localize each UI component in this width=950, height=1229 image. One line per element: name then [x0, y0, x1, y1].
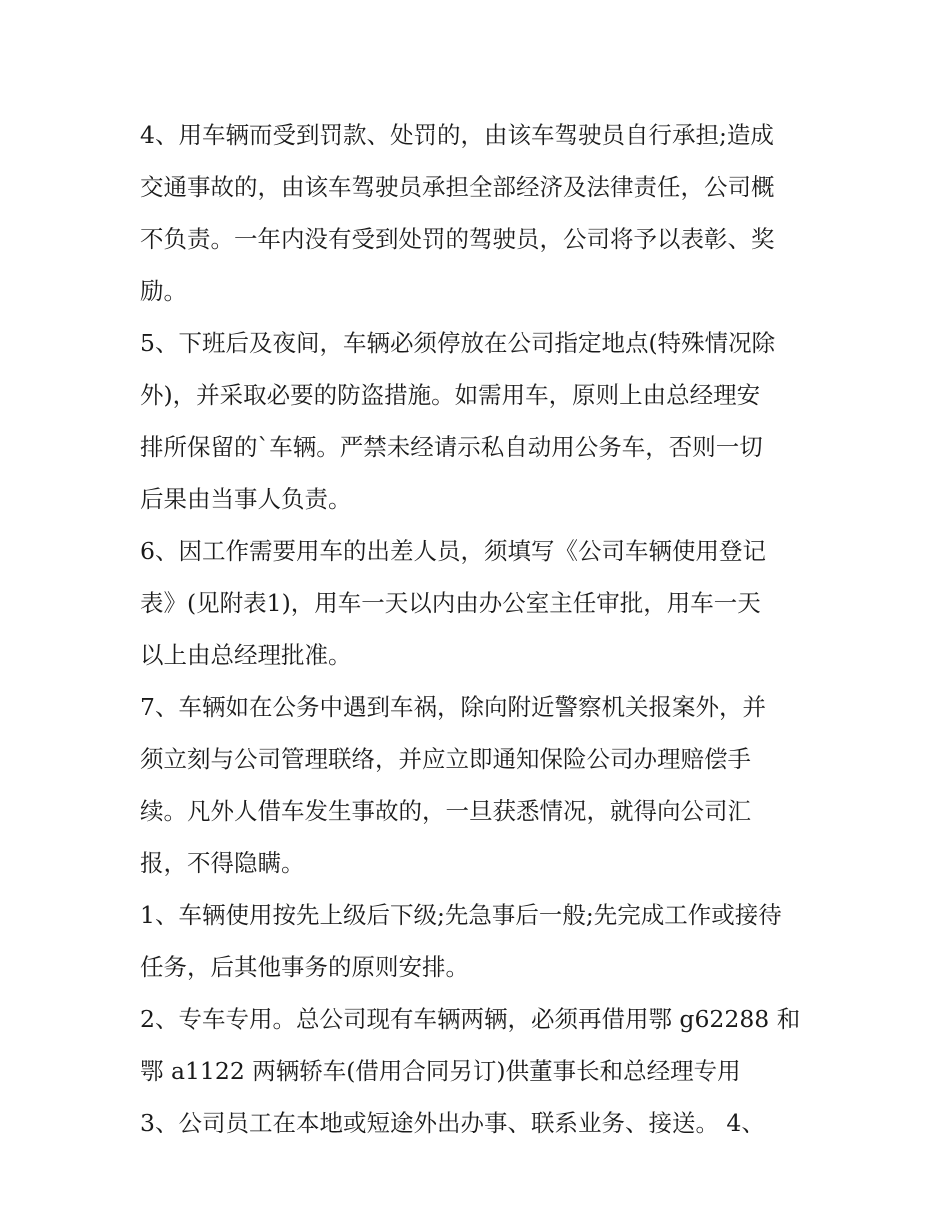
text-line: 须立刻与公司管理联络，并应立即通知保险公司办理赔偿手 [140, 745, 751, 773]
text-line: 励。 [140, 277, 187, 305]
text-line: 表》(见附表1)，用车一天以内由办公室主任审批，用车一天 [140, 589, 761, 617]
text-line: 7、车辆如在公务中遇到车祸，除向附近警察机关报案外，并 [140, 693, 766, 721]
text-line: 4、用车辆而受到罚款、处罚的，由该车驾驶员自行承担;造成 [140, 121, 774, 149]
text-line: 任务，后其他事务的原则安排。 [140, 953, 469, 981]
text-line: 2、专车专用。总公司现有车辆两辆，必须再借用鄂 g62288 和 [140, 1005, 801, 1033]
text-line: 5、下班后及夜间，车辆必须停放在公司指定地点(特殊情况除 [140, 329, 776, 357]
text-line: 后果由当事人负责。 [140, 485, 352, 513]
text-line: 排所保留的`车辆。严禁未经请示私自动用公务车，否则一切 [140, 433, 763, 461]
text-line: 3、公司员工在本地或短途外出办事、联系业务、接送。 4、 [140, 1109, 765, 1137]
text-line: 交通事故的，由该车驾驶员承担全部经济及法律责任，公司概 [140, 173, 775, 201]
text-line: 6、因工作需要用车的出差人员，须填写《公司车辆使用登记 [140, 537, 766, 565]
text-line: 外)，并采取必要的防盗措施。如需用车，原则上由总经理安 [140, 381, 761, 409]
text-line: 1、车辆使用按先上级后下级;先急事后一般;先完成工作或接待 [140, 901, 782, 929]
text-line: 不负责。一年内没有受到处罚的驾驶员，公司将予以表彰、奖 [140, 225, 775, 253]
document-body [140, 109, 820, 1149]
text-line: 以上由总经理批准。 [140, 641, 352, 669]
text-line: 续。凡外人借车发生事故的，一旦获悉情况，就得向公司汇 [140, 797, 751, 825]
text-line: 报，不得隐瞒。 [140, 849, 305, 877]
text-line: 鄂 a1122 两辆轿车(借用合同另订)供董事长和总经理专用 [140, 1057, 741, 1085]
